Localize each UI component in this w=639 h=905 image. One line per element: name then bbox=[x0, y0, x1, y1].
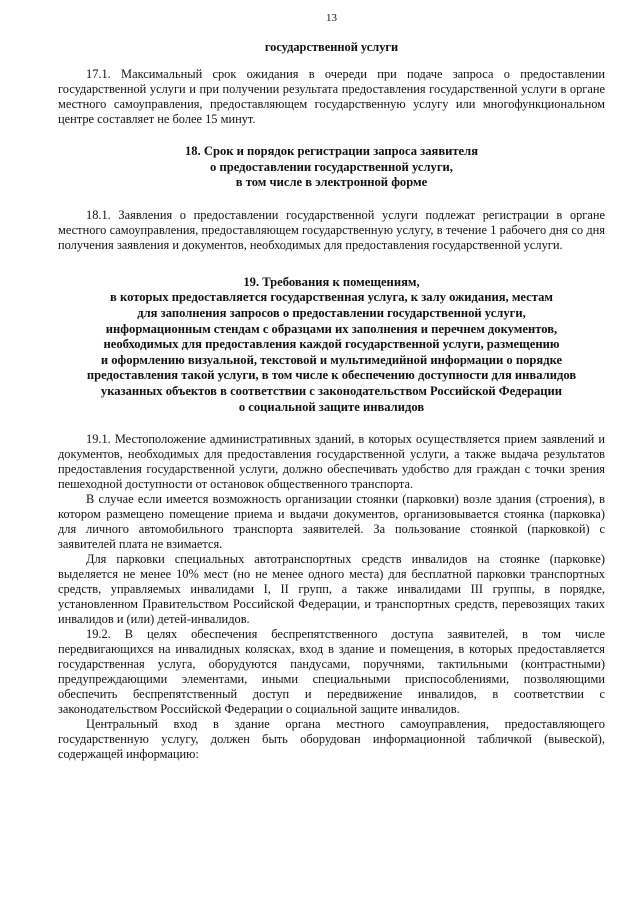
paragraph-disabled-parking: Для парковки специальных автотранспортных средств инвалидов на стоянке (парковке) выделяется не менее 10% мест (но не менее одного места) для бесплатной парковки транспортных средств, управляемых инвалидами I, II групп, а также инвалидами III группы, в порядке, установленном Правительством Российской Федерации, и транспортных средств, перевозящих таких инвалидов и (или) детей-инвалидов. bbox=[58, 552, 605, 627]
heading-19-line: указанных объектов в соответствии с законодательством Российской Федерации bbox=[100, 383, 563, 398]
paragraph-19-2: 19.2. В целях обеспечения беспрепятственного доступа заявителей, в том числе передвигающихся на инвалидных колясках, вход в здание и помещения, в которых предоставляется государственная услуга, оборудуются пандусами, поручнями, тактильными (контрастными) предупреждающими элементами, иными специальными приспособлениями, позволяющими обеспечить беспрепятственный доступ и передвижение инвалидов, в соответствии с законодательством Российской Федерации о социальной защите инвалидов. bbox=[58, 627, 605, 717]
heading-19-line: и оформлению визуальной, текстовой и мультимедийной информации о порядке bbox=[100, 352, 563, 367]
heading-18 bbox=[58, 144, 605, 191]
heading-19-line: необходимых для предоставления каждой государственной услуги, размещению bbox=[103, 337, 560, 352]
paragraph-parking: В случае если имеется возможность организации стоянки (парковки) возле здания (строения), в котором размещено помещение приема и выдачи документов, организовывается стоянка (парковка) для личного автомобильного транспорта заявителей. За пользование стоянкой (парковкой) с заявителей плата не взимается. bbox=[58, 492, 605, 552]
paragraph-entrance: Центральный вход в здание органа местного самоуправления, предоставляющего государственную услугу, должен быть оборудован информационной табличкой (вывеской), содержащей информацию: bbox=[58, 717, 605, 762]
heading-19-line: в которых предоставляется государственная услуга, к залу ожидания, местам bbox=[110, 290, 553, 305]
paragraph-19-1: 19.1. Местоположение административных зданий, в которых осуществляется прием заявлений и документов, необходимых для предоставления государственной услуги, а также выдача результатов предоставления государственной услуги, должно обеспечивать удобство для граждан с точки зрения пешеходной доступности от остановок общественного транспорта. bbox=[58, 432, 605, 492]
section-tail-title: государственной услуги bbox=[264, 40, 399, 54]
paragraph-17-1: 17.1. Максимальный срок ожидания в очереди при подаче запроса о предоставлении государственной услуги и при получении результата предоставления государственной услуги в органе местного самоуправления, предоставляющем государственную услугу или многофункциональном центре составляет не более 15 минут. bbox=[58, 67, 605, 126]
heading-19-line: для заполнения запросов о предоставлении государственной услуги, bbox=[137, 305, 526, 320]
heading-18-line: 18. Срок и порядок регистрации запроса заявителя bbox=[184, 144, 479, 158]
heading-18-line: о предоставлении государственной услуги, bbox=[210, 159, 453, 174]
heading-19-line: информационным стендам с образцами их заполнения и перечнем документов, bbox=[105, 321, 558, 336]
heading-19 bbox=[58, 275, 605, 415]
heading-19-line: предоставления такой услуги, в том числе к обеспечению доступности для инвалидов bbox=[86, 368, 577, 383]
heading-19-line: 19. Требования к помещениям, bbox=[243, 274, 420, 289]
heading-19-line: о социальной защите инвалидов bbox=[238, 399, 425, 414]
page-number: 13 bbox=[326, 12, 337, 24]
paragraph-18-1: 18.1. Заявления о предоставлении государственной услуги подлежат регистрации в органе местного самоуправления, предоставляющем государственную услугу, в течение 1 рабочего дня со дня получения заявления и документов, необходимых для предоставления государственной услуги. bbox=[58, 207, 605, 252]
heading-18-line: в том числе в электронной форме bbox=[235, 175, 428, 190]
